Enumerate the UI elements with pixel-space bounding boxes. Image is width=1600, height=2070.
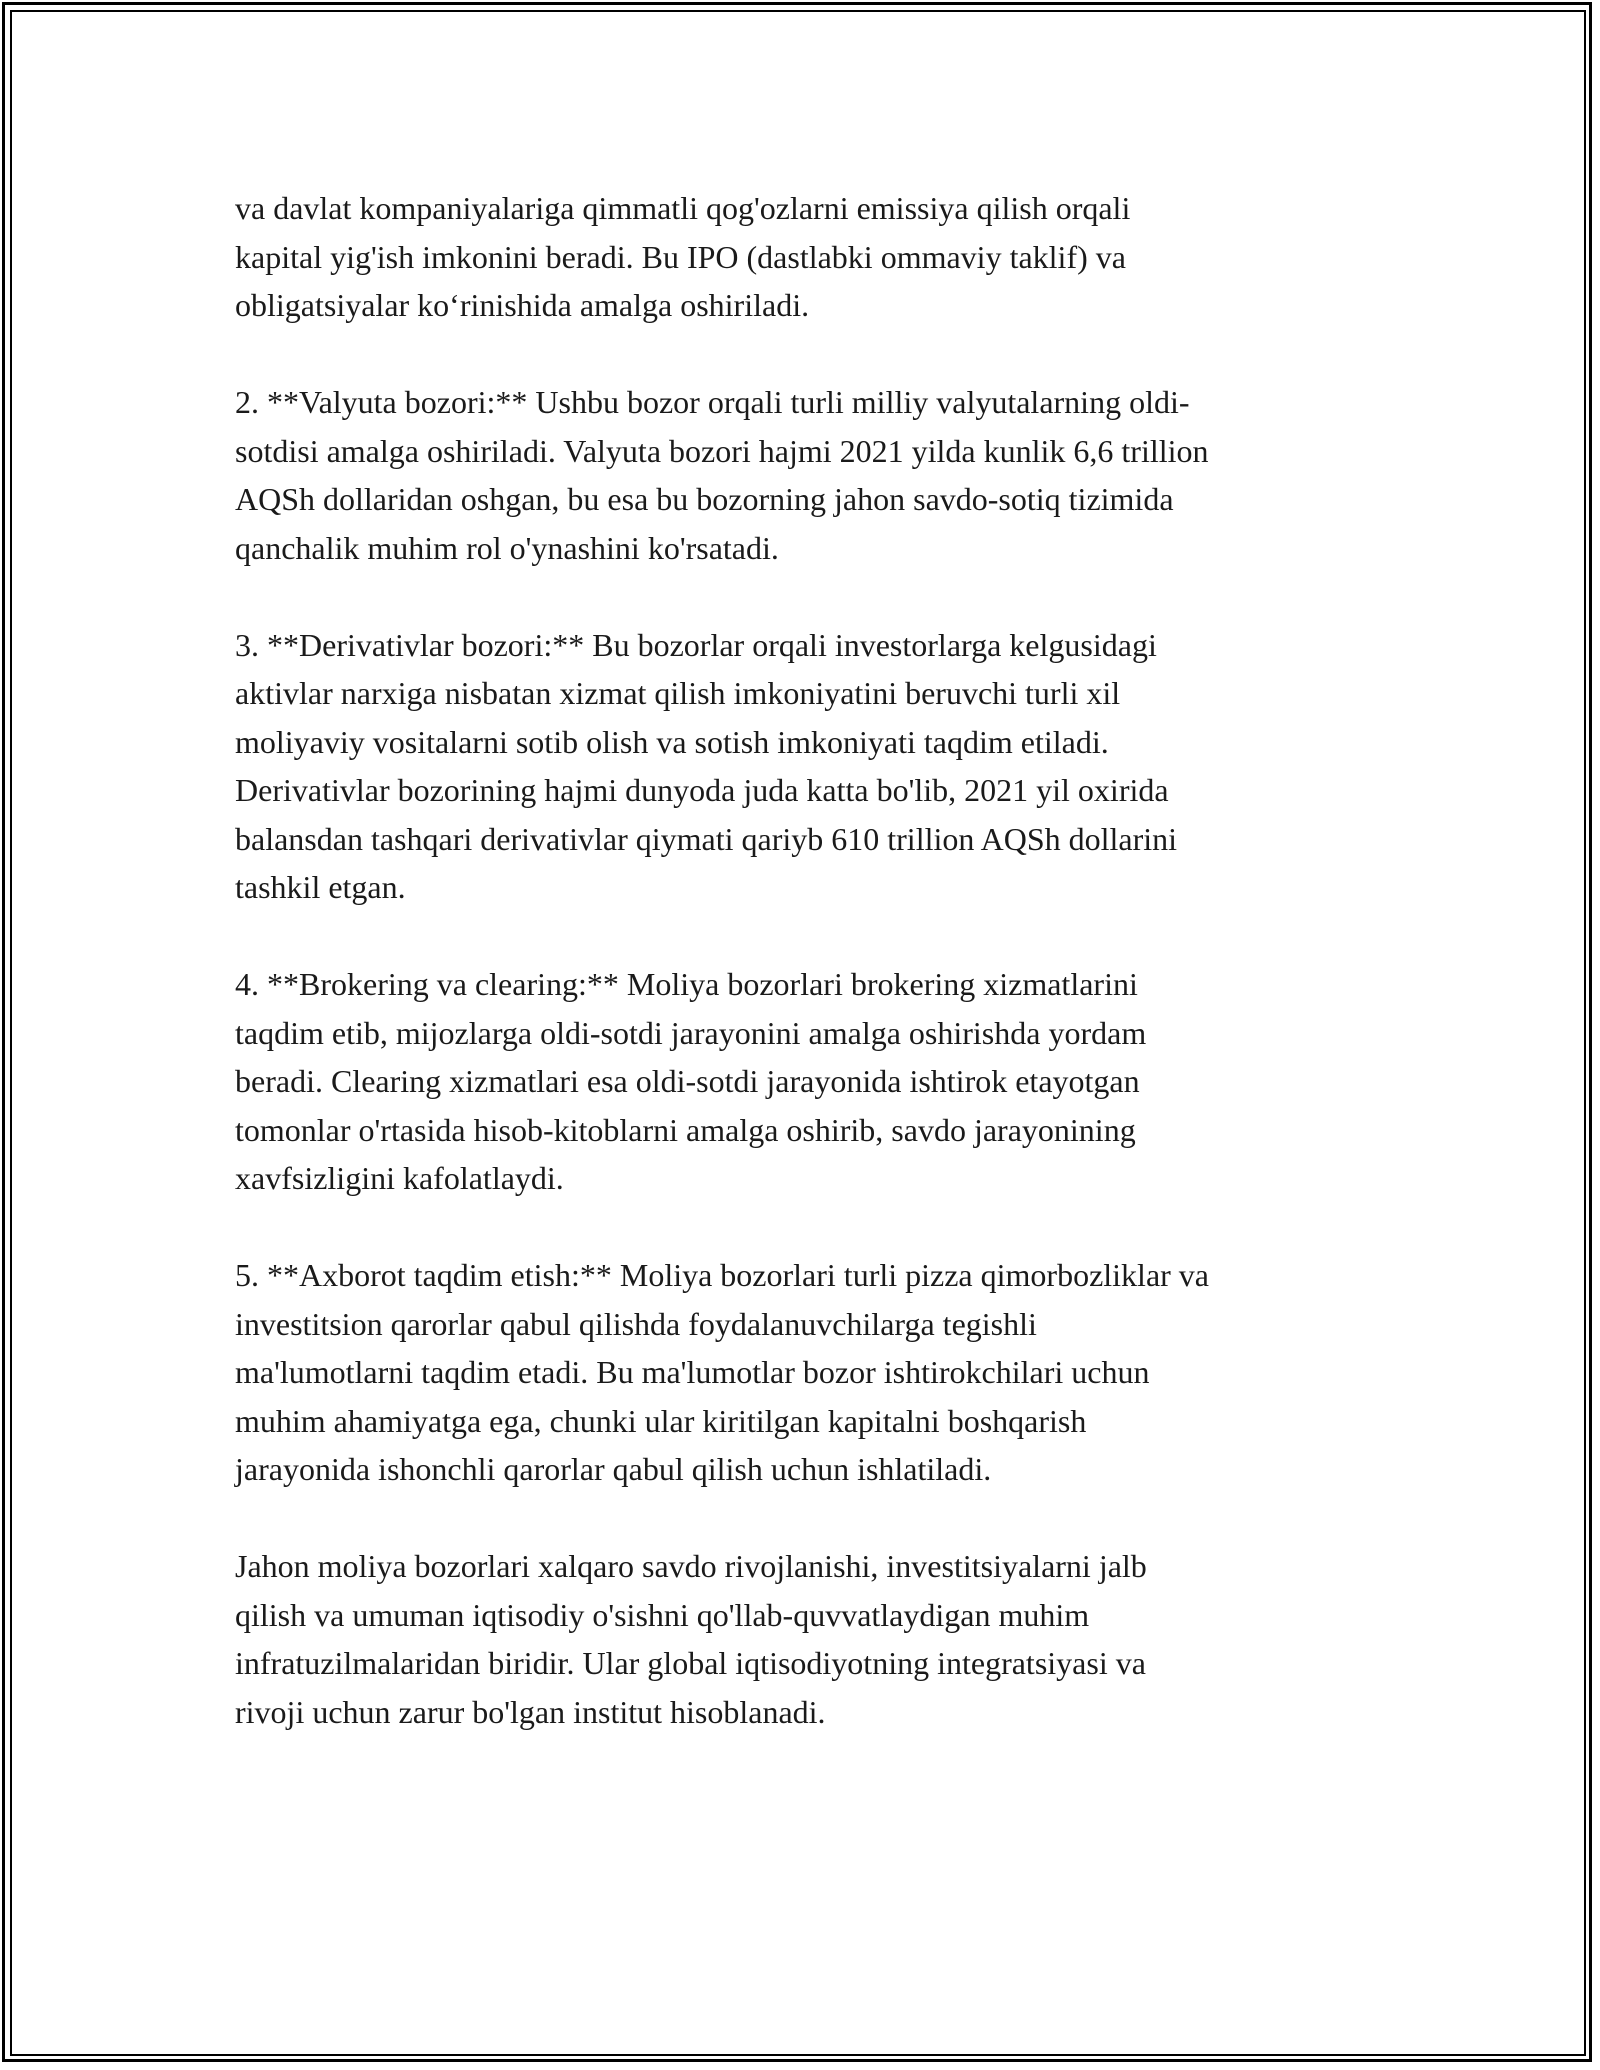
paragraph-intro-continuation: va davlat kompaniyalariga qimmatli qog'ozlarni emissiya qilish orqali kapital yig'ish imkonini beradi. Bu IPO (dastlabki ommaviy taklif) va obligatsiyalar ko‘rinishida amalga oshiriladi. (235, 190, 1131, 323)
document-body (235, 184, 1365, 1785)
paragraph-brokering-clearing: 4. **Brokering va clearing:** Moliya bozorlari brokering xizmatlarini taqdim etib, mijozlarga oldi-sotdi jarayonini amalga oshirishda yordam beradi. Clearing xizmatlari esa oldi-sotdi jarayonida ishtirok etayotgan tomonlar o'rtasida hisob-kitoblarni amalga oshirib, savdo jarayonining xavfsizligini kafolatlaydi. (235, 966, 1147, 1196)
paragraph-conclusion: Jahon moliya bozorlari xalqaro savdo rivojlanishi, investitsiyalarni jalb qilish va umuman iqtisodiy o'sishni qo'llab-quvvatlaydigan muhim infratuzilmalaridan biridir. Ular global iqtisodiyotning integratsiyasi va rivoji uchun zarur bo'lgan institut hisoblanadi. (235, 1548, 1147, 1730)
paragraph-currency-market: 2. **Valyuta bozori:** Ushbu bozor orqali turli milliy valyutalarning oldi- sotdisi amalga oshiriladi. Valyuta bozori hajmi 2021 yilda kunlik 6,6 trillion AQSh dollaridan oshgan, bu esa bu bozorning jahon savdo-sotiq tizimida qanchalik muhim rol o'ynashini ko'rsatadi. (235, 384, 1209, 566)
paragraph-derivatives-market: 3. **Derivativlar bozori:** Bu bozorlar orqali investorlarga kelgusidagi aktivlar narxiga nisbatan xizmat qilish imkoniyatini beruvchi turli xil moliyaviy vositalarni sotib olish va sotish imkoniyati taqdim etiladi. Derivativlar bozorining hajmi dunyoda juda katta bo'lib, 2021 yil oxirida balansdan tashqari derivativlar qiymati qariyb 610 trillion AQSh dollarini tashkil etgan. (235, 626, 1178, 905)
paragraph-information-provision: 5. **Axborot taqdim etish:** Moliya bozorlari turli pizza qimorbozliklar va investitsion qarorlar qabul qilishda foydalanuvchilarga tegishli ma'lumotlarni taqdim etadi. Bu ma'lumotlar bozor ishtirokchilari uchun muhim ahamiyatga ega, chunki ular kiritilgan kapitalni boshqarish jarayonida ishonchli qarorlar qabul qilish uchun ishlatiladi. (235, 1257, 1209, 1487)
